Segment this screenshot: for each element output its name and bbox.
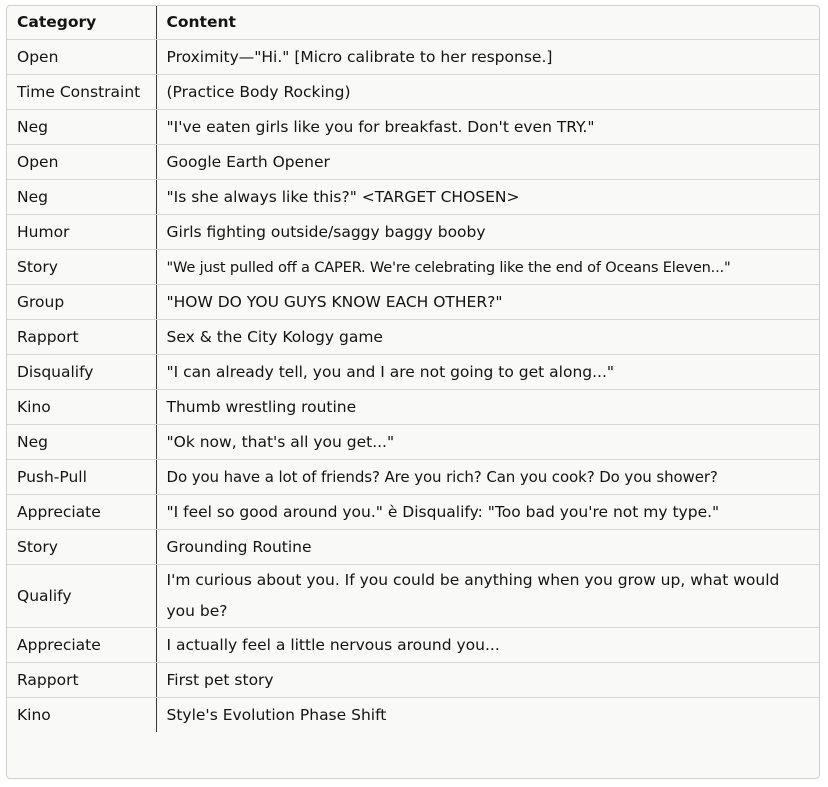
content-cell: "I can already tell, you and I are not going to get along..." (156, 355, 819, 390)
content-cell: Sex & the City Kology game (156, 320, 819, 355)
category-cell: Group (7, 285, 156, 320)
content-cell: I actually feel a little nervous around you... (156, 628, 819, 663)
category-cell: Story (7, 530, 156, 565)
table-row (7, 145, 819, 180)
category-cell: Neg (7, 180, 156, 215)
category-cell: Appreciate (7, 495, 156, 530)
table-row (7, 663, 819, 698)
category-cell: Humor (7, 215, 156, 250)
table-row (7, 40, 819, 75)
table-row (7, 565, 819, 628)
category-cell: Open (7, 40, 156, 75)
content-cell: "We just pulled off a CAPER. We're celebrating like the end of Oceans Eleven..." (156, 250, 819, 285)
content-cell: Grounding Routine (156, 530, 819, 565)
category-cell: Time Constraint (7, 75, 156, 110)
category-cell: Qualify (7, 565, 156, 628)
content-cell: Proximity—"Hi." [Micro calibrate to her response.] (156, 40, 819, 75)
category-cell: Open (7, 145, 156, 180)
content-cell: Style's Evolution Phase Shift (166, 705, 387, 724)
category-cell: Story (7, 250, 156, 285)
category-cell: Rapport (7, 320, 156, 355)
category-cell: Push-Pull (7, 460, 156, 495)
table-row (7, 390, 819, 425)
content-cell: "Is she always like this?" <TARGET CHOSEN> (156, 180, 819, 215)
table-row (7, 460, 819, 495)
table-row (7, 698, 819, 733)
content-cell: First pet story (156, 663, 819, 698)
table-row (7, 285, 819, 320)
category-cell: Neg (7, 110, 156, 145)
category-cell: Kino (7, 698, 156, 733)
table-row (7, 355, 819, 390)
table-row (7, 75, 819, 110)
table-row (7, 180, 819, 215)
table-row (7, 425, 819, 460)
content-cell: Girls fighting outside/saggy baggy booby (156, 215, 819, 250)
table-row (7, 628, 819, 663)
header-category: Category (7, 6, 156, 40)
table-row (7, 215, 819, 250)
header-content: Content (156, 6, 819, 40)
content-cell: "HOW DO YOU GUYS KNOW EACH OTHER?" (156, 285, 819, 320)
table-row (7, 110, 819, 145)
table-row (7, 320, 819, 355)
table-row (7, 250, 819, 285)
routine-table (7, 6, 819, 732)
category-cell: Neg (7, 425, 156, 460)
content-cell: "I've eaten girls like you for breakfast. Don't even TRY." (156, 110, 819, 145)
content-cell: (Practice Body Rocking) (156, 75, 819, 110)
table-row (7, 495, 819, 530)
table-row (7, 530, 819, 565)
content-cell: Thumb wrestling routine (156, 390, 819, 425)
routine-table-container (6, 5, 820, 779)
content-cell: "I feel so good around you." è Disqualify: "Too bad you're not my type." (156, 495, 819, 530)
content-cell: I'm curious about you. If you could be anything when you grow up, what would you be? (156, 565, 819, 628)
category-cell: Rapport (7, 663, 156, 698)
content-cell: "Ok now, that's all you get..." (156, 425, 819, 460)
content-cell: Google Earth Opener (156, 145, 819, 180)
category-cell: Disqualify (7, 355, 156, 390)
category-cell: Appreciate (7, 628, 156, 663)
table-header-row (7, 6, 819, 40)
content-cell: Do you have a lot of friends? Are you rich? Can you cook? Do you shower? (156, 460, 819, 495)
category-cell: Kino (7, 390, 156, 425)
